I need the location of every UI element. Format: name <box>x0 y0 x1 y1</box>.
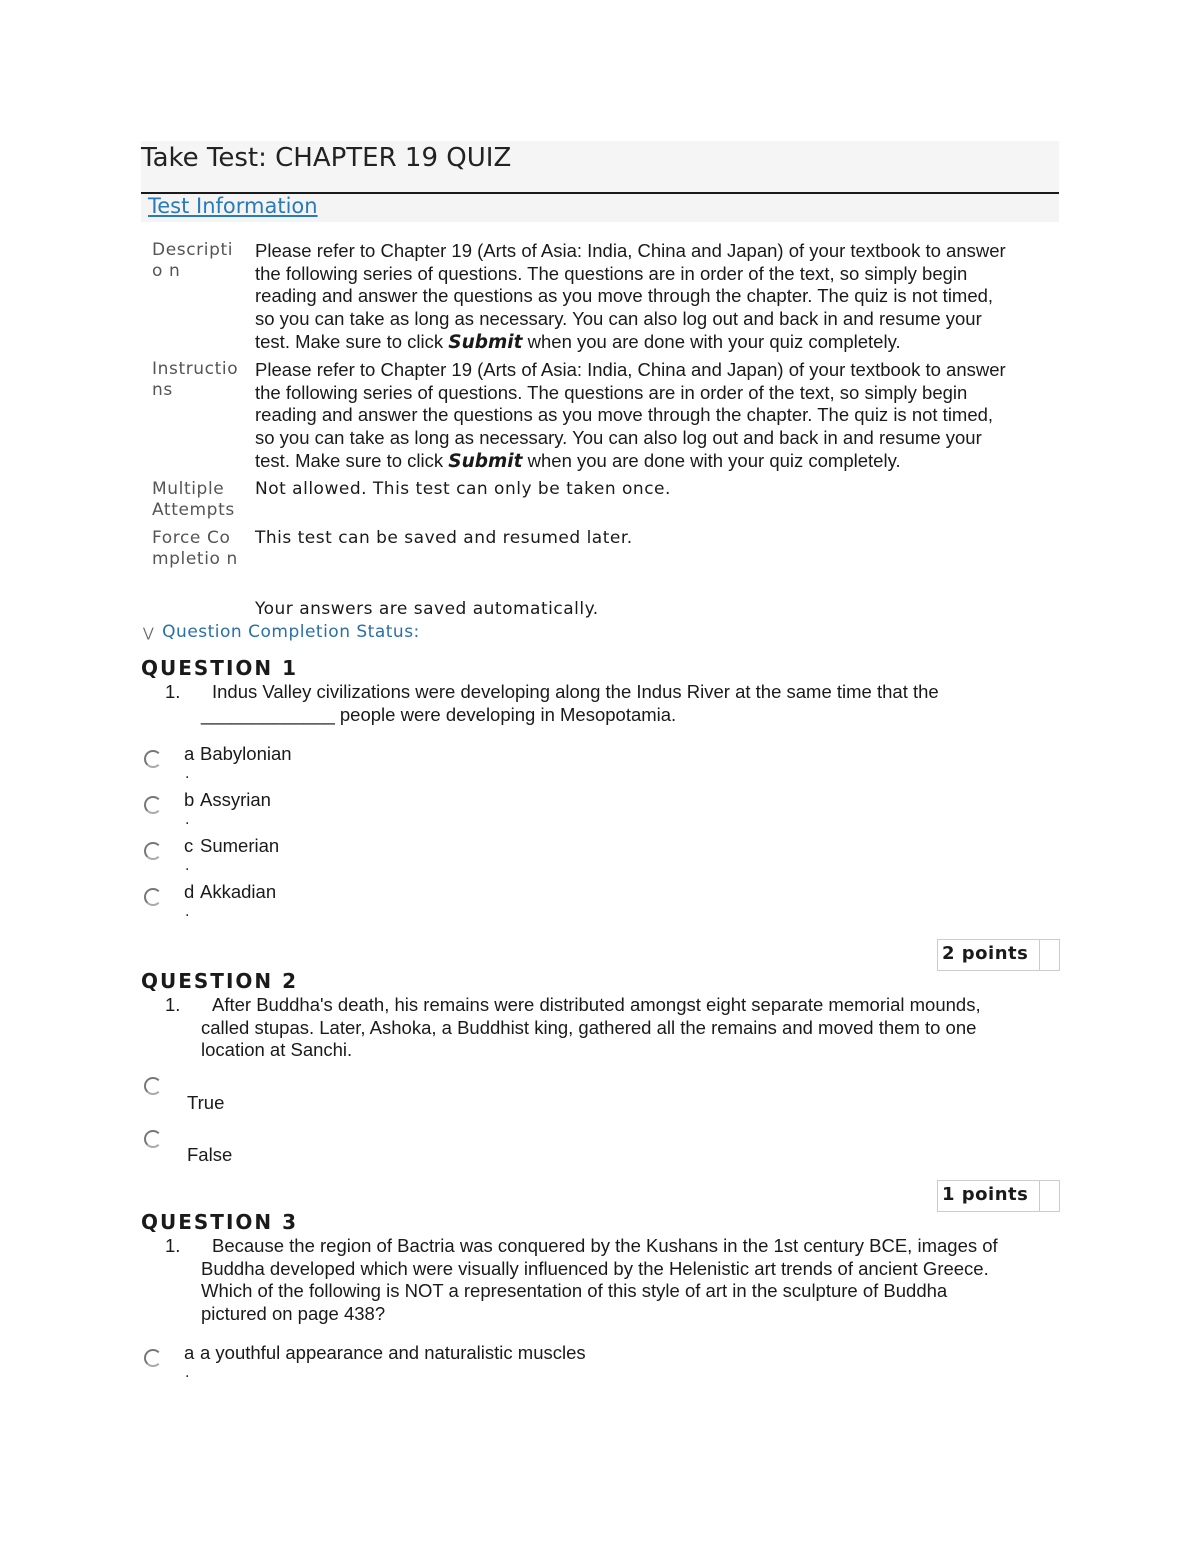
question-2-heading: QUESTION 2 <box>141 969 299 993</box>
question-text-line: After Buddha's death, his remains were distributed amongst eight separate memorial mounds, <box>212 994 981 1015</box>
chevron-down-icon: ⋁ <box>143 626 155 641</box>
option-text: Sumerian <box>200 835 280 856</box>
question-1-text <box>165 681 1025 726</box>
question-number: 1. <box>165 994 181 1015</box>
radio-button[interactable] <box>144 750 162 768</box>
multiple-attempts-label: Multiple Attempts <box>152 479 235 520</box>
question-3-heading: QUESTION 3 <box>141 1210 299 1234</box>
description-line: the following series of questions. The questions are in order of the text, so simply begin <box>255 262 968 284</box>
question-text-line: pictured on page 438? <box>201 1303 386 1325</box>
instructions-line: Please refer to Chapter 19 (Arts of Asia: India, China and Japan) of your textbook to answer <box>255 359 1006 380</box>
radio-button[interactable] <box>144 796 162 814</box>
question-text-line: _____________ people were developing in Mesopotamia. <box>201 703 677 725</box>
question-2-text <box>165 994 1025 1062</box>
title-bar <box>141 141 1059 194</box>
question-text-line: Buddha developed which were visually influenced by the Helenistic art trends of ancient Greece. <box>201 1257 989 1279</box>
points-status-box <box>1039 1181 1059 1211</box>
force-completion-value: This test can be saved and resumed later. <box>255 528 633 548</box>
submit-emphasis: Submit <box>448 331 523 353</box>
question-number: 1. <box>165 681 181 702</box>
description-label: Descriptio n <box>152 240 234 281</box>
radio-button[interactable] <box>144 1077 162 1095</box>
option-dot: . <box>185 766 190 782</box>
description-last-post: when you are done with your quiz completely. <box>522 330 901 352</box>
radio-button[interactable] <box>144 1130 162 1148</box>
option-letter: a <box>184 743 195 764</box>
question-text-line: called stupas. Later, Ashoka, a Buddhist king, gathered all the remains and moved them to one <box>201 1016 977 1038</box>
question-text-line: Which of the following is NOT a representation of this style of art in the sculpture of Buddha <box>201 1280 948 1302</box>
test-information-link[interactable]: Test Information <box>148 194 318 218</box>
description-line: reading and answer the questions as you move through the chapter. The quiz is not timed, <box>255 285 994 307</box>
option-dot: . <box>185 858 190 874</box>
description-last-pre: test. Make sure to click <box>255 330 449 352</box>
option-letter: c <box>184 835 194 856</box>
radio-button[interactable] <box>144 842 162 860</box>
question-text-line: location at Sanchi. <box>201 1039 353 1061</box>
description-line: Please refer to Chapter 19 (Arts of Asia: India, China and Japan) of your textbook to answer <box>255 240 1006 261</box>
option-text: Babylonian <box>200 743 292 764</box>
instructions-line: the following series of questions. The questions are in order of the text, so simply begin <box>255 381 968 403</box>
option-text: a youthful appearance and naturalistic muscles <box>200 1342 586 1363</box>
test-information-header <box>141 194 1059 222</box>
points-value: 1 points <box>942 1184 1029 1205</box>
option-letter: a <box>184 1342 195 1363</box>
option-letter: b <box>184 789 195 810</box>
instructions-line: reading and answer the questions as you move through the chapter. The quiz is not timed, <box>255 404 994 426</box>
radio-button[interactable] <box>144 1349 162 1367</box>
option-text: Assyrian <box>200 789 271 810</box>
completion-status-label: Question Completion Status: <box>162 622 420 642</box>
option-text: Akkadian <box>200 881 277 902</box>
question-number: 1. <box>165 1235 181 1256</box>
description-line <box>255 331 1055 355</box>
instructions-last-post: when you are done with your quiz completely. <box>522 449 901 471</box>
option-dot: . <box>185 812 190 828</box>
question-text-line: Because the region of Bactria was conquered by the Kushans in the 1st century BCE, images of <box>212 1235 998 1256</box>
radio-button[interactable] <box>144 888 162 906</box>
points-status-box <box>1039 940 1059 970</box>
option-dot: . <box>185 904 190 920</box>
points-badge <box>937 939 1060 971</box>
question-text-line: Indus Valley civilizations were developing along the Indus River at the same time that the <box>212 681 939 702</box>
points-value: 2 points <box>942 943 1029 964</box>
submit-emphasis: Submit <box>448 450 523 472</box>
multiple-attempts-value: Not allowed. This test can only be taken once. <box>255 479 671 499</box>
option-text: False <box>187 1144 233 1165</box>
option-text: True <box>187 1092 225 1113</box>
option-letter: d <box>184 881 195 902</box>
instructions-line <box>255 450 1055 474</box>
points-badge <box>937 1180 1060 1212</box>
force-completion-label: Force Completio n <box>152 528 238 569</box>
instructions-label: Instructio ns <box>152 359 239 400</box>
description-value <box>255 240 1055 355</box>
page-title: Take Test: CHAPTER 19 QUIZ <box>141 143 512 173</box>
question-completion-status[interactable] <box>143 622 420 642</box>
description-line: so you can take as long as necessary. You can also log out and back in and resume your <box>255 308 982 330</box>
question-3-text <box>165 1235 1025 1326</box>
instructions-value <box>255 359 1055 474</box>
instructions-last-pre: test. Make sure to click <box>255 449 449 471</box>
autosave-note: Your answers are saved automatically. <box>255 599 599 619</box>
option-dot: . <box>185 1365 190 1381</box>
instructions-line: so you can take as long as necessary. You can also log out and back in and resume your <box>255 427 982 449</box>
question-1-heading: QUESTION 1 <box>141 656 299 680</box>
